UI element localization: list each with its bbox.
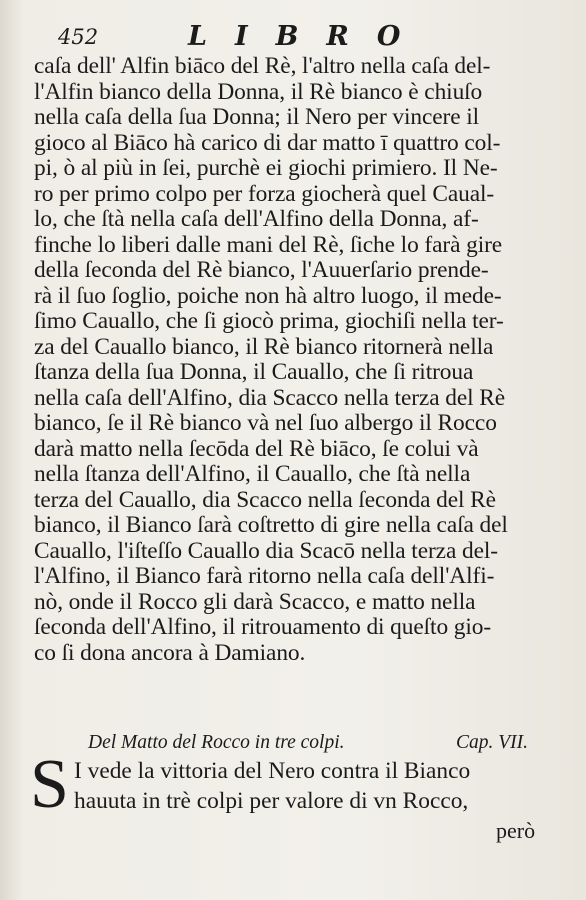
- page-header: [58, 20, 538, 54]
- text-line: ſeconda dell'Alfino, il ritrouamento di queſto gio-: [34, 614, 492, 640]
- text-line: nella caſa della ſua Donna; il Nero per vincere il: [34, 104, 480, 130]
- text-line: Cauallo, l'iſteſſo Cauallo dia Scacō nella terza del-: [34, 537, 498, 564]
- text-line: nella caſa dell'Alfino, dia Scacco nella terza del Rè: [34, 384, 506, 411]
- text-line: l'Alfin bianco della Donna, il Rè bianco è chiuſo: [34, 78, 483, 105]
- text-line: finche lo liberi dalle mani del Rè, ſiche lo farà gire: [34, 231, 503, 258]
- chapter-line: hauuta in trè colpi per valore di vn Rocco,: [74, 788, 469, 814]
- text-line: gioco al Biāco hà carico di dar matto ī quattro col-: [34, 129, 501, 156]
- text-line: caſa dell' Alfin biāco del Rè, l'altro nella caſa del-: [34, 53, 491, 79]
- text-line: della ſeconda del Rè bianco, l'Auuerſario prende-: [34, 257, 489, 283]
- text-line: ſtanza della ſua Donna, il Cauallo, che ſi ritroua: [34, 359, 474, 385]
- chapter-heading: [88, 730, 558, 756]
- chapter-number: Cap. VII.: [456, 732, 529, 753]
- text-line: za del Cauallo bianco, il Rè bianco ritornerà nella: [34, 333, 494, 360]
- body-text: [34, 54, 574, 666]
- text-line: pi, ò al più in ſei, purchè ei giochi primiero. Il Ne-: [34, 155, 498, 181]
- text-line: nò, onde il Rocco gli darà Scacco, e matto nella: [34, 588, 476, 615]
- text-line: bianco, ſe il Rè bianco và nel ſuo albergo il Rocco: [34, 410, 497, 436]
- text-line: ſimo Cauallo, che ſi giocò prima, giochiſi nella ter-: [34, 308, 504, 334]
- text-line: bianco, il Bianco ſarà coſtretto di gire nella caſa del: [34, 512, 508, 538]
- text-line: l'Alfino, il Bianco farà ritorno nella caſa dell'Alfi-: [34, 563, 495, 589]
- running-head: LIBRO: [188, 21, 429, 52]
- catchword: però: [496, 818, 536, 843]
- text-line: rà il ſuo ſoglio, poiche non hà altro luogo, il mede-: [34, 282, 502, 309]
- text-line: ro per primo colpo per forza giocherà quel Caual-: [34, 180, 495, 207]
- page-number: 452: [58, 25, 99, 49]
- drop-cap: S: [30, 746, 69, 823]
- text-line: lo, che ſtà nella caſa dell'Alfino della Donna, af-: [34, 206, 479, 232]
- text-line: darà matto nella ſecōda del Rè biāco, ſe colui và: [34, 435, 479, 462]
- text-line: nella ſtanza dell'Alfino, il Cauallo, che ſtà nella: [34, 461, 471, 487]
- text-line: terza del Cauallo, dia Scacco nella ſeconda del Rè: [34, 486, 496, 513]
- text-line: co ſi dona ancora à Damiano.: [34, 639, 306, 666]
- chapter-title: Del Matto del Rocco in tre colpi.: [88, 732, 345, 753]
- chapter-line: I vede la vittoria del Nero contra il Bianco: [74, 758, 471, 784]
